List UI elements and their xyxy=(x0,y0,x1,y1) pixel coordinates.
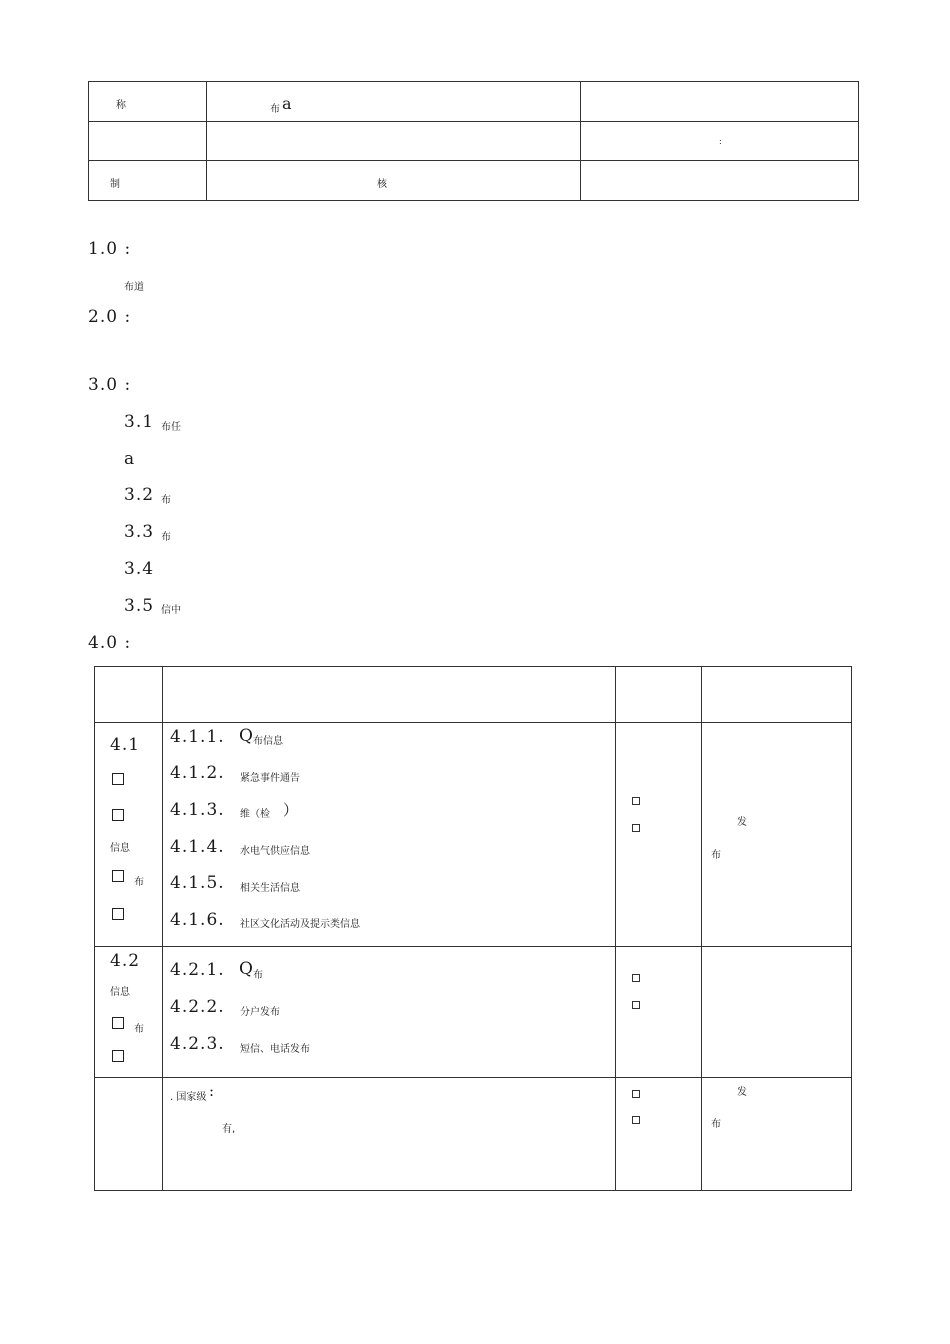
section-3-heading: 3.0 : xyxy=(88,375,132,395)
checkbox[interactable] xyxy=(632,824,640,832)
group-4-1-info-label: 信息 xyxy=(110,843,130,854)
item-4-1-5-number: 4.1.5. xyxy=(170,873,225,893)
checkbox[interactable] xyxy=(112,809,124,821)
item-4-2-3-text: 短信、电话发布 xyxy=(240,1044,310,1055)
row-3-text: 有, xyxy=(222,1124,236,1135)
checkbox[interactable] xyxy=(632,1090,640,1098)
item-4-1-6-text: 社区文化活动及提示类信息 xyxy=(240,919,360,930)
checkbox[interactable] xyxy=(632,1001,640,1009)
item-4-1-1-q: Q xyxy=(239,726,253,746)
checkbox[interactable] xyxy=(112,908,124,920)
item-4-1-1-text: 布信息 xyxy=(253,736,283,747)
header-value-char: 布 xyxy=(270,104,280,115)
item-4-2-1-q: Q xyxy=(239,959,253,979)
item-4-1-3-number: 4.1.3. xyxy=(170,800,225,820)
checkbox[interactable] xyxy=(112,870,124,882)
item-a-letter: a xyxy=(124,449,135,469)
item-4-1-2-text: 紧急事件通告 xyxy=(240,773,300,784)
item-4-2-2-text: 分户发布 xyxy=(240,1007,280,1018)
checkbox[interactable] xyxy=(112,1017,124,1029)
item-4-2-1-text: 布 xyxy=(253,970,263,981)
header-colon: : xyxy=(719,137,722,146)
item-3-1-number: 3.1 xyxy=(124,412,155,432)
section-4-heading: 4.0 : xyxy=(88,633,132,653)
section-1-text: 布道 xyxy=(124,282,144,293)
row-3-col4-top: 发 xyxy=(737,1087,747,1098)
checkbox[interactable] xyxy=(632,974,640,982)
section-1-heading: 1.0 : xyxy=(88,239,132,259)
header-prepared-label: 制 xyxy=(110,179,120,190)
group-4-2-info-label: 信息 xyxy=(110,987,130,998)
checkbox[interactable] xyxy=(632,797,640,805)
item-4-1-3-close-paren: ） xyxy=(283,801,299,819)
row-3-colon: : xyxy=(209,1082,215,1100)
header-reviewed-label: 核 xyxy=(377,179,387,190)
item-3-3-number: 3.3 xyxy=(124,522,155,542)
item-4-1-4-text: 水电气供应信息 xyxy=(240,846,310,857)
group-4-1-col4-top: 发 xyxy=(737,817,747,828)
item-3-2-number: 3.2 xyxy=(124,485,155,505)
item-4-1-6-number: 4.1.6. xyxy=(170,910,225,930)
item-3-4-number: 3.4 xyxy=(124,559,155,579)
item-4-2-1-number: 4.2.1. xyxy=(170,960,225,980)
item-3-5-number: 3.5 xyxy=(124,596,155,616)
item-4-1-3-text: 维（检 xyxy=(240,809,270,820)
group-4-1-publish-label: 布 xyxy=(134,877,144,888)
item-4-1-1-number: 4.1.1. xyxy=(170,727,225,747)
checkbox[interactable] xyxy=(112,1050,124,1062)
item-4-1-2-number: 4.1.2. xyxy=(170,763,225,783)
item-3-3-text: 布 xyxy=(161,532,171,543)
group-4-1-number: 4.1 xyxy=(110,735,141,755)
item-3-1-text: 布任 xyxy=(161,422,181,433)
row-3-col4-bottom: 布 xyxy=(711,1119,721,1130)
group-4-2-number: 4.2 xyxy=(110,951,141,971)
item-3-5-text: 信中 xyxy=(161,605,181,616)
group-4-2-publish-label: 布 xyxy=(134,1024,144,1035)
item-3-2-text: 布 xyxy=(161,495,171,506)
header-value-letter: a xyxy=(282,94,292,113)
item-4-1-4-number: 4.1.4. xyxy=(170,837,225,857)
checkbox[interactable] xyxy=(632,1116,640,1124)
item-4-2-3-number: 4.2.3. xyxy=(170,1034,225,1054)
group-4-1-col4-bottom: 布 xyxy=(711,850,721,861)
checkbox[interactable] xyxy=(112,773,124,785)
item-4-2-2-number: 4.2.2. xyxy=(170,997,225,1017)
row-3-national-label: . 国家级 xyxy=(170,1092,207,1103)
item-4-1-5-text: 相关生活信息 xyxy=(240,883,300,894)
section-2-heading: 2.0 : xyxy=(88,307,132,327)
header-name-label: 称 xyxy=(116,100,126,111)
